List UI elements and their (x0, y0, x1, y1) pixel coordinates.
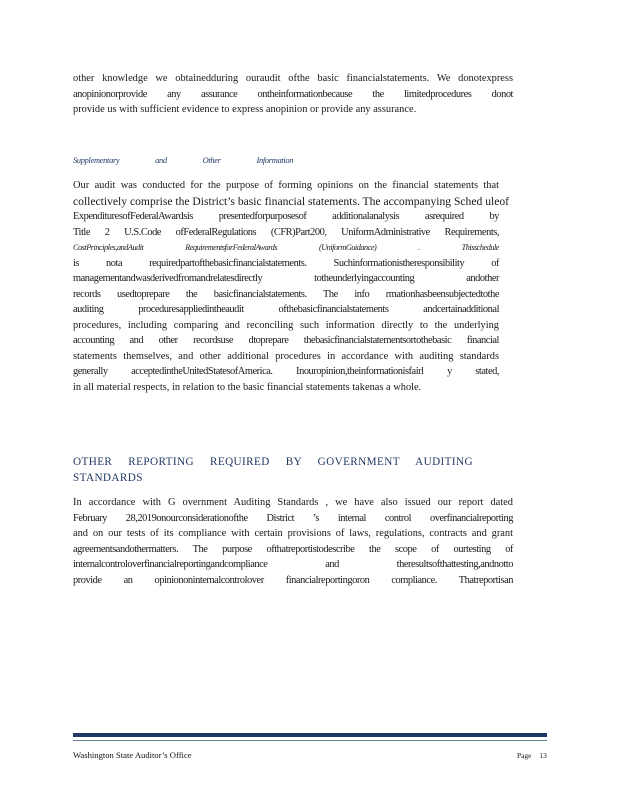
footer-office-name: Washington State Auditor’s Office (73, 750, 192, 760)
text-line: In accordance with G overnment Auditing Standards , we have also issued our report dated (73, 497, 513, 508)
text-line: in all material respects, in relation to the basic financial statements takenas a whole. (73, 381, 422, 393)
text-line: internalcontroloverfinancialreportingandcompliance and theresultsofthattesting,andnotto (73, 559, 513, 570)
paragraph-supplementary (73, 178, 510, 395)
section-heading-government-auditing (73, 454, 473, 486)
footer-page-number (517, 751, 547, 760)
subheading-word: Information (256, 156, 294, 165)
paragraph-other-knowledge (73, 71, 513, 118)
paragraph-government-auditing (73, 495, 513, 588)
text-line: Our audit was conducted for the purpose of forming opinions on the financial statements that (73, 180, 499, 191)
subheading-word: Other (202, 156, 221, 165)
text-line: auditing proceduresappliedintheaudit ofthebasicfinancialstatements andcertainadditional (73, 304, 499, 315)
text-line: records usedtoprepare the basicfinancialstatements. The info rmationhasbeensubjectedtothe (73, 288, 499, 300)
page-number: 13 (539, 751, 547, 760)
heading-line: STANDARDS (73, 472, 143, 484)
text-line: ExpendituresofFederalAwardsis presentedforpurposesof additionalanalysis asrequired by (73, 211, 499, 222)
heading-line: OTHER REPORTING REQUIRED BY GOVERNMENT AUDITING (73, 456, 473, 468)
text-line: anopinionorprovide any assurance ontheinformationbecause the limitedprocedures donot (73, 88, 513, 100)
text-line: is nota requiredpartofthebasicfinancialstatements. Suchinformationistheresponsibility of (73, 257, 499, 269)
text-line: generally acceptedintheUnitedStatesofAmerica. Inouropinion,theinformationisfairl y stated, (73, 366, 499, 377)
text-line: Title 2 U.S.Code ofFederalRegulations (CFR)Part200, UniformAdministrative Requirements, (73, 226, 499, 238)
text-line: procedures, including comparing and reconciling such information directly to the underlying (73, 319, 499, 331)
subheading-word: and (155, 156, 167, 165)
text-line: provide us with sufficient evidence to express anopinion or provide any assurance. (73, 104, 417, 115)
text-line: CostPrinciples,andAudit RequirementsforFederalAwards (UniformGuidance) . Thisschedule (73, 243, 499, 252)
text-line: other knowledge we obtainedduring ouraudit ofthe basic financialstatements. We donotexpress (73, 73, 513, 84)
text-line: accounting and other recordsuse dtoprepare thebasicfinancialstatementsortothebasic financial (73, 335, 499, 346)
text-line: agreementsandothermatters. The purpose ofthatreportistodescribe the scope of ourtesting of (73, 543, 513, 555)
text-line: February 28,2019onourconsiderationofthe District ’s internal control overfinancialreporting (73, 512, 513, 524)
text-line: collectively comprise the District’s basic financial statements. The accompanying Sched uleof (73, 194, 510, 208)
page-label: Page (517, 751, 532, 760)
text-line: and on our tests of its compliance with certain provisions of laws, regulations, contracts and grant (73, 528, 513, 539)
footer-rule-thin (73, 740, 547, 741)
subheading-supplementary-information (73, 156, 327, 165)
text-line: statements themselves, and other additional procedures in accordance with auditing standards (73, 350, 499, 362)
text-line: managementandwasderivedfromandrelatesdirectly totheunderlyingaccounting andother (73, 273, 499, 284)
subheading-word: Supplementary (73, 156, 120, 165)
footer-rule-thick (73, 733, 547, 737)
text-line: provide an opiniononinternalcontrolover financialreportingoron compliance. Thatreportisan (73, 574, 513, 586)
